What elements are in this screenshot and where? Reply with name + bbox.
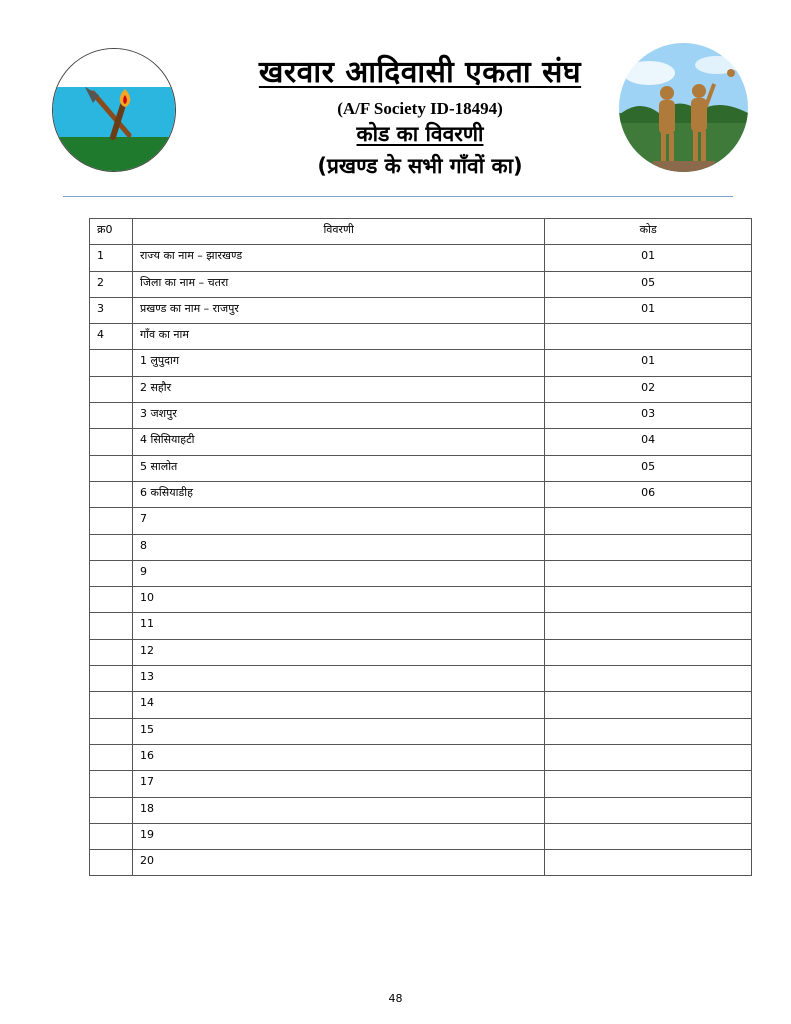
cell-code: 01 bbox=[545, 245, 752, 271]
cell-code bbox=[545, 508, 752, 534]
cell-code bbox=[545, 639, 752, 665]
cell-serial bbox=[90, 666, 133, 692]
cell-description: 14 bbox=[132, 692, 544, 718]
cell-serial bbox=[90, 639, 133, 665]
table-row bbox=[90, 823, 752, 849]
cell-description: 8 bbox=[132, 534, 544, 560]
table-row bbox=[90, 534, 752, 560]
cell-serial bbox=[90, 587, 133, 613]
cell-description: 19 bbox=[132, 823, 544, 849]
table-row bbox=[90, 245, 752, 271]
cell-serial bbox=[90, 718, 133, 744]
table-row bbox=[90, 613, 752, 639]
axe-torch-emblem-icon bbox=[53, 49, 176, 172]
cell-serial bbox=[90, 613, 133, 639]
code-table bbox=[89, 218, 752, 876]
table-row bbox=[90, 587, 752, 613]
cell-serial: 2 bbox=[90, 271, 133, 297]
cell-code: 01 bbox=[545, 297, 752, 323]
cell-serial: 4 bbox=[90, 324, 133, 350]
table-row bbox=[90, 850, 752, 876]
cell-description: 9 bbox=[132, 560, 544, 586]
cell-description: गाँव का नाम bbox=[132, 324, 544, 350]
header-description: विवरणी bbox=[132, 219, 544, 245]
table-row bbox=[90, 771, 752, 797]
cell-code bbox=[545, 797, 752, 823]
cell-serial bbox=[90, 560, 133, 586]
cell-serial bbox=[90, 797, 133, 823]
cell-code: 04 bbox=[545, 429, 752, 455]
page-subtitle: कोड का विवरणी bbox=[356, 122, 484, 146]
table-row bbox=[90, 376, 752, 402]
table-row bbox=[90, 271, 752, 297]
cell-serial bbox=[90, 455, 133, 481]
cell-description: 11 bbox=[132, 613, 544, 639]
cell-serial bbox=[90, 771, 133, 797]
cell-description: 6 कसियाडीह bbox=[132, 481, 544, 507]
header-serial: क्र0 bbox=[90, 219, 133, 245]
table-row bbox=[90, 481, 752, 507]
cell-serial bbox=[90, 376, 133, 402]
cell-description: 3 जशपुर bbox=[132, 403, 544, 429]
cell-code bbox=[545, 534, 752, 560]
cell-description: 18 bbox=[132, 797, 544, 823]
cell-serial bbox=[90, 350, 133, 376]
cell-code bbox=[545, 692, 752, 718]
cell-serial bbox=[90, 429, 133, 455]
cell-code bbox=[545, 744, 752, 770]
cell-code bbox=[545, 771, 752, 797]
cell-code bbox=[545, 850, 752, 876]
table-row bbox=[90, 560, 752, 586]
cell-code: 05 bbox=[545, 271, 752, 297]
cell-code bbox=[545, 823, 752, 849]
society-id: (A/F Society ID-18494) bbox=[337, 99, 503, 118]
table-row bbox=[90, 403, 752, 429]
cell-code bbox=[545, 718, 752, 744]
cell-code bbox=[545, 666, 752, 692]
table-row bbox=[90, 797, 752, 823]
cell-serial bbox=[90, 744, 133, 770]
table-row bbox=[90, 455, 752, 481]
cell-serial bbox=[90, 403, 133, 429]
table-row bbox=[90, 639, 752, 665]
page-title: खरवार आदिवासी एकता संघ bbox=[258, 55, 582, 90]
cell-serial: 3 bbox=[90, 297, 133, 323]
header-code: कोड bbox=[545, 219, 752, 245]
table-row bbox=[90, 324, 752, 350]
cell-serial bbox=[90, 692, 133, 718]
table-header-row bbox=[90, 219, 752, 245]
header-divider bbox=[63, 196, 733, 197]
cell-description: 20 bbox=[132, 850, 544, 876]
cell-description: 4 सिसियाहटी bbox=[132, 429, 544, 455]
table-row bbox=[90, 666, 752, 692]
cell-serial bbox=[90, 850, 133, 876]
cell-code bbox=[545, 560, 752, 586]
cell-code: 05 bbox=[545, 455, 752, 481]
cell-serial bbox=[90, 823, 133, 849]
cell-description: 10 bbox=[132, 587, 544, 613]
cell-description: 15 bbox=[132, 718, 544, 744]
cell-description: 5 सालोत bbox=[132, 455, 544, 481]
cell-description: 12 bbox=[132, 639, 544, 665]
cell-description: 16 bbox=[132, 744, 544, 770]
cell-code bbox=[545, 587, 752, 613]
organization-logo bbox=[52, 48, 176, 172]
cell-description: जिला का नाम – चतरा bbox=[132, 271, 544, 297]
cell-code: 06 bbox=[545, 481, 752, 507]
cell-description: प्रखण्ड का नाम – राजपुर bbox=[132, 297, 544, 323]
cell-code bbox=[545, 613, 752, 639]
cell-description: 7 bbox=[132, 508, 544, 534]
table-row bbox=[90, 692, 752, 718]
cell-serial bbox=[90, 481, 133, 507]
page-subtitle-2: (प्रखण्ड के सभी गाँवों का) bbox=[317, 154, 523, 178]
cell-serial: 1 bbox=[90, 245, 133, 271]
page-number: 48 bbox=[388, 992, 403, 1005]
cell-code: 03 bbox=[545, 403, 752, 429]
cell-description: राज्य का नाम – झारखण्ड bbox=[132, 245, 544, 271]
table-row bbox=[90, 350, 752, 376]
table-row bbox=[90, 429, 752, 455]
cell-description: 17 bbox=[132, 771, 544, 797]
cell-description: 2 सहौर bbox=[132, 376, 544, 402]
table-row bbox=[90, 744, 752, 770]
cell-code: 01 bbox=[545, 350, 752, 376]
cell-serial bbox=[90, 508, 133, 534]
cell-code bbox=[545, 324, 752, 350]
table-row bbox=[90, 718, 752, 744]
table-row bbox=[90, 508, 752, 534]
table-row bbox=[90, 297, 752, 323]
cell-code: 02 bbox=[545, 376, 752, 402]
cell-serial bbox=[90, 534, 133, 560]
cell-description: 13 bbox=[132, 666, 544, 692]
cell-description: 1 लुपुदाग bbox=[132, 350, 544, 376]
